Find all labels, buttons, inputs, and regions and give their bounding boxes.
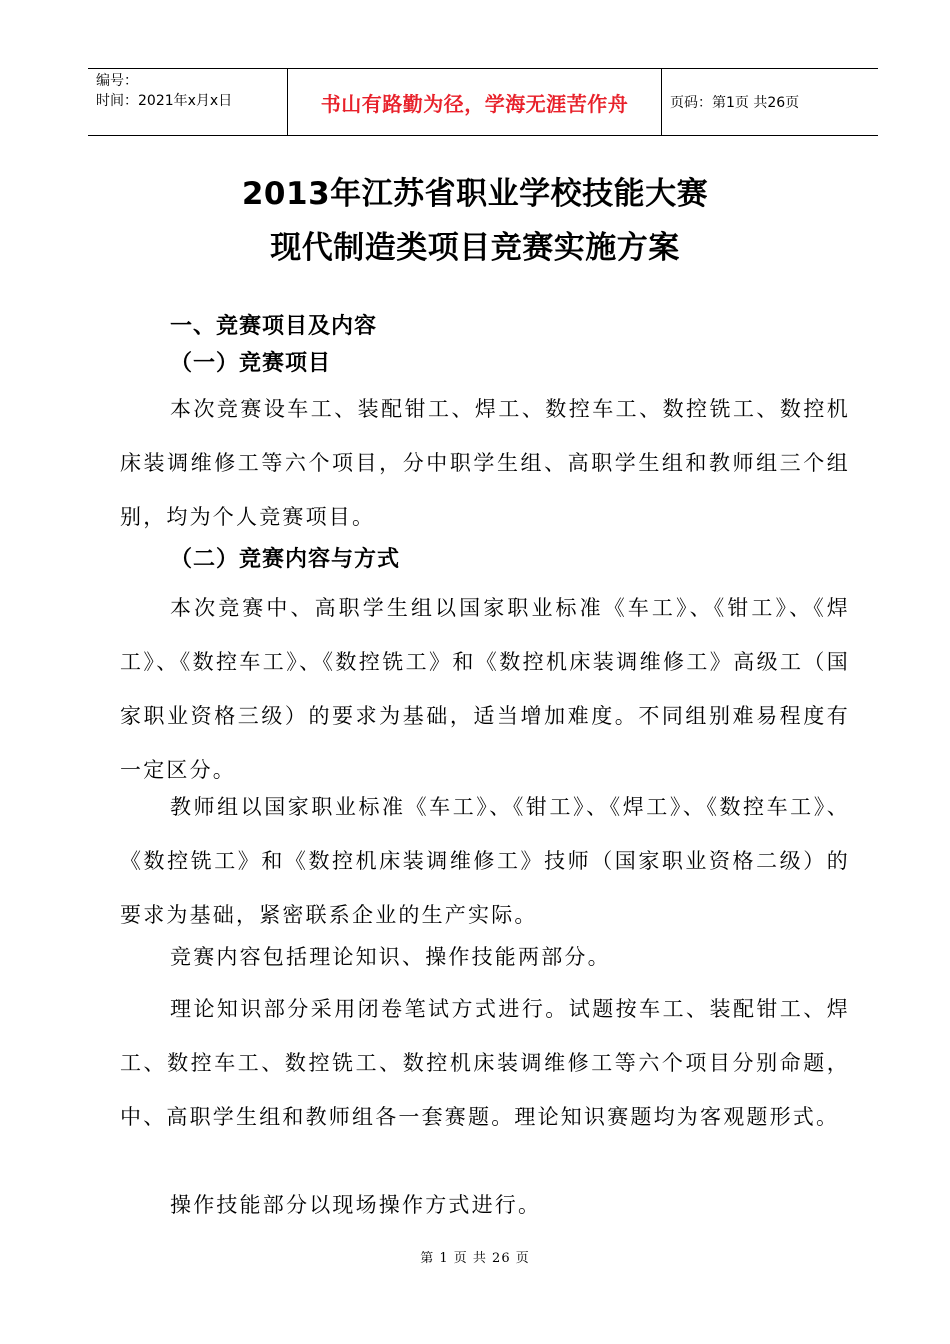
document-header: [88, 68, 878, 136]
title-line-2: 现代制造类项目竞赛实施方案: [270, 230, 680, 266]
paragraph-5: 理论知识部分采用闭卷笔试方式进行。试题按车工、装配钳工、焊工、数控车工、数控铣工、数控机床装调维修工等六个项目分别命题，中、高职学生组和教师组各一套赛题。理论知识赛题均为客观题形式。: [120, 997, 850, 1129]
subsection-heading-1: （一）竞赛项目: [170, 351, 332, 376]
page-footer: 第 1 页 共 26 页: [420, 1251, 530, 1266]
paragraph-6: 操作技能部分以现场操作方式进行。: [170, 1193, 542, 1217]
paragraph-3: 教师组以国家职业标准《车工》、《钳工》、《焊工》、《数控车工》、《数控铣工》和《数控机床装调维修工》技师（国家职业资格二级）的要求为基础，紧密联系企业的生产实际。: [120, 795, 850, 927]
paragraph-2: 本次竞赛中、高职学生组以国家职业标准《车工》、《钳工》、《焊工》、《数控车工》、《数控铣工》和《数控机床装调维修工》高级工（国家职业资格三级）的要求为基础，适当增加难度。不同组别难易程度有一定区分。: [120, 596, 850, 782]
paragraph-4: 竞赛内容包括理论知识、操作技能两部分。: [170, 945, 611, 969]
header-page-label: 页码：第1页 共26页: [670, 95, 800, 111]
section-heading-1: 一、竞赛项目及内容: [170, 314, 378, 339]
subsection-heading-2: （二）竞赛内容与方式: [170, 547, 401, 572]
paragraph-1: 本次竞赛设车工、装配钳工、焊工、数控车工、数控铣工、数控机床装调维修工等六个项目，分中职学生组、高职学生组和教师组三个组别，均为个人竞赛项目。: [120, 397, 850, 529]
number-label: 编号：: [96, 73, 138, 89]
header-motto: 书山有路勤为径，学海无涯苦作舟: [288, 69, 662, 135]
header-meta: [88, 69, 288, 135]
time-label: 时间：2021年x月x日: [96, 93, 233, 109]
title-line-1: 2013年江苏省职业学校技能大赛: [241, 176, 709, 212]
